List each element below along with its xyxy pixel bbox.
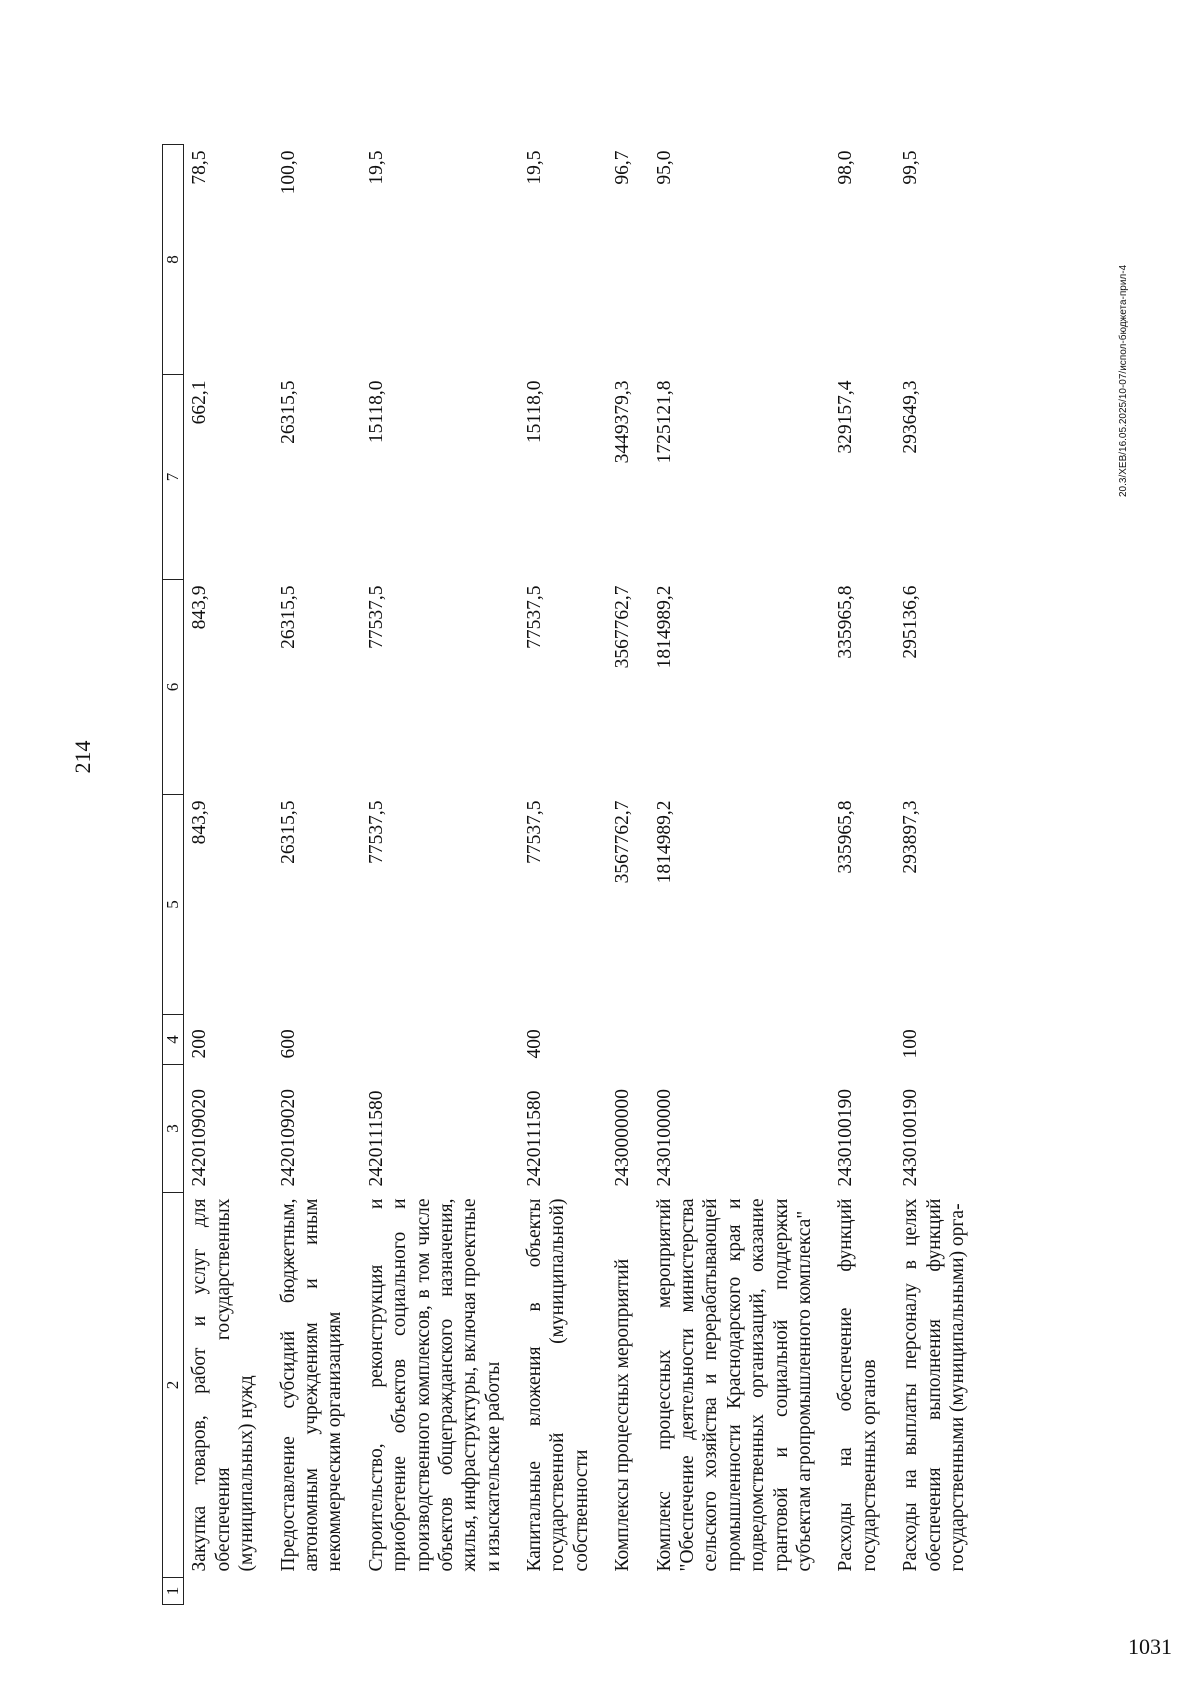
cell-v5: 77537,5 — [524, 800, 546, 864]
cell-v8: 96,7 — [612, 150, 634, 185]
cell-name: Расходы на выплаты персоналу в целях обеспечения выполнения функций государственными (муниципальными) орга- — [900, 1198, 968, 1572]
cell-v6: 843,9 — [189, 585, 211, 630]
cell-code: 2430100190 — [835, 1089, 857, 1187]
cell-v5: 335965,8 — [835, 800, 857, 874]
cell-blank — [649, 1578, 831, 1605]
cell-type — [649, 1015, 831, 1065]
cell-type: 100 — [900, 1029, 922, 1059]
cell-v8: 99,5 — [900, 150, 922, 185]
cell-v5: 293897,3 — [900, 800, 922, 874]
header-col-8: 8 — [163, 145, 184, 375]
header-col-6: 6 — [163, 580, 184, 795]
cell-v7: 15118,0 — [365, 380, 387, 444]
cell-blank — [895, 1578, 983, 1605]
cell-code: 2420111580 — [524, 1090, 546, 1187]
cell-v6: 1814989,2 — [653, 585, 675, 669]
cell-code: 2430000000 — [612, 1089, 634, 1187]
cell-name: Строительство, реконструкция и приобретение объектов социального и производственного комплексов, в том числе объектов общегражданского назначения, жилья, инфраструктуры, включая проектные и изыскательские работы — [365, 1198, 504, 1572]
cell-type: 200 — [189, 1029, 211, 1059]
cell-v7: 26315,5 — [277, 380, 299, 444]
cell-code: 2420111580 — [365, 1090, 387, 1187]
header-col-5: 5 — [163, 795, 184, 1015]
budget-table — [162, 144, 983, 1605]
cell-blank — [361, 1578, 519, 1605]
header-col-1: 1 — [163, 1578, 184, 1605]
table-row — [273, 145, 361, 1605]
cell-v5: 3567762,7 — [612, 800, 634, 884]
table-row — [184, 145, 273, 1605]
cell-type — [607, 1015, 648, 1065]
cell-v8: 98,0 — [835, 150, 857, 185]
cell-name: Комплексы процессных мероприятий — [612, 1258, 634, 1572]
cell-v6: 26315,5 — [277, 585, 299, 649]
header-col-2: 2 — [163, 1193, 184, 1578]
table-row — [519, 145, 607, 1605]
cell-v8: 19,5 — [524, 150, 546, 185]
cell-name: Капитальные вложения в объекты государственной (муниципальной) собственности — [524, 1198, 592, 1572]
footer-reference: 20.3/ХЕВ/16.05.2025/10-07/испол-бюджета-прил-4 — [1118, 264, 1129, 497]
table-row — [895, 145, 983, 1605]
cell-v6: 77537,5 — [365, 585, 387, 649]
cell-v7: 3449379,3 — [612, 380, 634, 464]
cell-name: Расходы на обеспечение функций государственных органов — [835, 1198, 880, 1572]
table-row — [649, 145, 831, 1605]
cell-v6: 335965,8 — [835, 585, 857, 659]
cell-name: Комплекс процессных мероприятий "Обеспечение деятельности министерства сельского хозяйства и перерабатывающей промышленности Краснодарского края и подведомственных организаций, оказание грантовой и социальной поддержки субъектам агропромышленного комплекса" — [653, 1198, 815, 1572]
header-col-4: 4 — [163, 1015, 184, 1065]
header-col-7: 7 — [163, 375, 184, 580]
cell-v7: 1725121,8 — [653, 380, 675, 464]
cell-code: 2430100000 — [653, 1089, 675, 1187]
table-row — [607, 145, 648, 1605]
cell-v8: 78,5 — [189, 150, 211, 185]
cell-blank — [519, 1578, 607, 1605]
cell-v7: 293649,3 — [900, 380, 922, 454]
cell-v6: 3567762,7 — [612, 585, 634, 669]
cell-blank — [273, 1578, 361, 1605]
table-header-row — [163, 145, 184, 1605]
cell-code: 2430100190 — [900, 1089, 922, 1187]
cell-v8: 19,5 — [365, 150, 387, 185]
cell-code: 2420109020 — [189, 1089, 211, 1187]
sheet-number: 1031 — [1128, 1634, 1172, 1659]
cell-v7: 662,1 — [189, 380, 211, 425]
cell-v5: 77537,5 — [365, 800, 387, 864]
page-number: 214 — [70, 740, 95, 774]
cell-type — [361, 1015, 519, 1065]
cell-blank — [830, 1578, 895, 1605]
header-col-3: 3 — [163, 1065, 184, 1193]
cell-v5: 1814989,2 — [653, 800, 675, 884]
cell-v6: 295136,6 — [900, 585, 922, 659]
cell-type — [830, 1015, 895, 1065]
cell-v5: 26315,5 — [277, 800, 299, 864]
cell-blank — [607, 1578, 648, 1605]
table-row — [361, 145, 519, 1605]
cell-type: 600 — [277, 1029, 299, 1059]
table-row — [830, 145, 895, 1605]
cell-code: 2420109020 — [277, 1089, 299, 1187]
cell-blank — [184, 1578, 273, 1605]
cell-name: Закупка товаров, работ и услуг для обеспечения государственных (муниципальных) нужд — [189, 1198, 258, 1572]
cell-v5: 843,9 — [189, 800, 211, 845]
cell-v8: 95,0 — [653, 150, 675, 185]
cell-v6: 77537,5 — [524, 585, 546, 649]
cell-v8: 100,0 — [277, 150, 299, 195]
cell-v7: 329157,4 — [835, 380, 857, 454]
cell-type: 400 — [524, 1029, 546, 1059]
cell-name: Предоставление субсидий бюджетным, автономным учреждениям и иным некоммерческим организациям — [277, 1198, 346, 1572]
cell-v7: 15118,0 — [524, 380, 546, 444]
